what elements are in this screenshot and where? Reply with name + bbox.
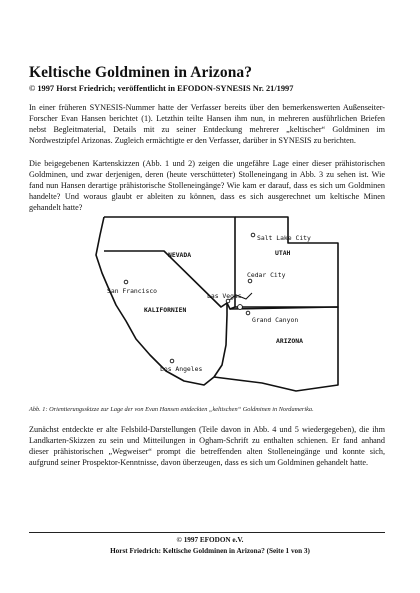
label-las-vegas: Las Vegas [207, 292, 242, 300]
copyright-subtitle: © 1997 Horst Friedrich; veröffentlicht in EFODON-SYNESIS Nr. 21/1997 [29, 84, 294, 93]
label-california: KALIFORNIEN [144, 306, 187, 314]
label-salt-lake-city: Salt Lake City [257, 234, 311, 242]
figure-caption: Abb. 1: Orientierungsskizze zur Lage der von Evan Hansen entdeckten „keltischen“ Goldminen in Nordamerika. [29, 406, 314, 413]
label-utah: UTAH [275, 249, 291, 257]
label-grand-canyon: Grand Canyon [252, 316, 299, 324]
label-cedar-city: Cedar City [247, 271, 286, 279]
label-nevada: NEVADA [168, 251, 192, 259]
label-arizona: ARIZONA [276, 337, 303, 345]
footer-divider [29, 532, 385, 533]
label-san-francisco: San Francisco [107, 287, 158, 295]
page-title: Keltische Goldminen in Arizona? [29, 64, 253, 81]
footer-copyright: © 1997 EFODON e.V. [176, 536, 244, 544]
california-border [96, 217, 227, 385]
grand-canyon-marker [246, 311, 250, 315]
san-francisco-marker [124, 280, 128, 284]
cedar-city-marker [248, 279, 252, 283]
orientation-map [90, 195, 360, 397]
label-los-angeles: Los Angeles [160, 365, 203, 373]
mine-location-marker [238, 305, 243, 310]
utah-border [235, 217, 338, 307]
paragraph-intro: In einer früheren SYNESIS-Nummer hatte der Verfasser bereits über den bemerkenswerten Außenseiter-Forscher Evan Hansen berichtet (1). Letzthin teilte Hansen ihm nun, in mehreren ausführlichen Briefen nebst Begleitmaterial, Details mit zu seiner Entdeckung mehrerer „keltischer“ Goldminen im Nordwestzipfel Arizonas. Zugleich ermächtigte er den Verfasser, darüber in SYNESIS zu berichten. [29, 103, 385, 146]
paragraph-discovery: Zunächst entdeckte er alte Felsbild-Darstellungen (Teile davon in Abb. 4 und 5 wiedergegeben), die ihm Landkarten-Skizzen zu sein und Mitteilungen in Ogham-Schrift zu enthalten schienen. Er fand anhand dieser prähistorischen „Wegweiser“ prompt die betreffenden alten Stolleneingänge und konnte sich, aufgrund seiner Prospektor-Kenntnisse, davon überzeugen, dass es sich um Goldminen gehandelt hatte. [29, 425, 385, 468]
salt-lake-city-marker [251, 233, 255, 237]
paragraph-maps: Die beigegebenen Kartenskizzen (Abb. 1 und 2) zeigen die ungefähre Lage einer dieser prähistorischen Goldminen, und zwar derjenigen, deren (heute verschütteter) Stolleneingang in Abb. 3 zu sehen ist. Wie fand nun Hansen derartige prähistorische Stolleneingänge? Wie kam er darauf, dass es sich um Goldminen handelte? Und woraus glaubt er ableiten zu können, dass es sich ausgerechnet um keltische Minen gehandelt hatte? [29, 159, 385, 213]
footer-page-info: Horst Friedrich: Keltische Goldminen in Arizona? (Seite 1 von 3) [110, 547, 310, 555]
los-angeles-marker [170, 359, 174, 363]
